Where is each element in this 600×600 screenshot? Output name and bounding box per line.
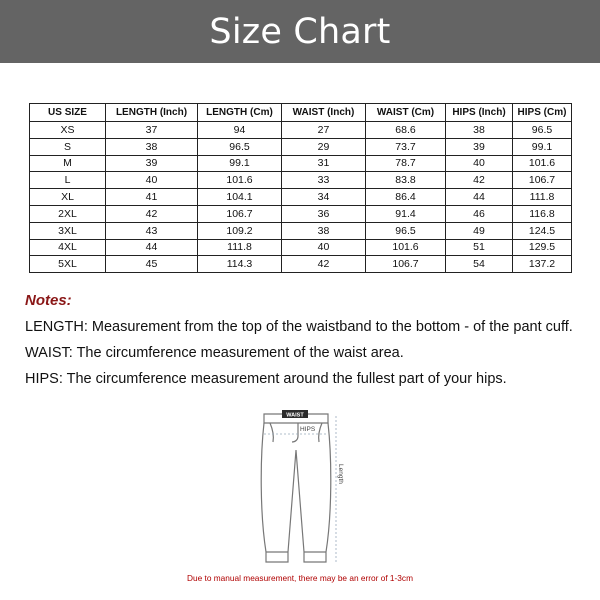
measurement-cell: 101.6 [198,172,282,189]
measurement-cell: 106.7 [366,256,446,273]
table-row [30,222,572,239]
measurement-cell: 111.8 [198,239,282,256]
measurement-cell: 91.4 [366,205,446,222]
table-row [30,205,572,222]
column-header: HIPS (Cm) [513,104,572,122]
measurement-cell: 42 [106,205,198,222]
notes-title: Notes: [25,292,72,309]
waist-label: WAIST [286,412,304,419]
size-cell: L [30,172,106,189]
measurement-cell: 104.1 [198,189,282,206]
measurement-cell: 45 [106,256,198,273]
column-header: LENGTH (Cm) [198,104,282,122]
measurement-cell: 43 [106,222,198,239]
measurement-cell: 31 [282,155,366,172]
header-banner [0,0,600,63]
table-row [30,256,572,273]
measurement-cell: 83.8 [366,172,446,189]
note-length: LENGTH: Measurement from the top of the waistband to the bottom - of the pant cuff. [25,319,573,335]
measurement-cell: 49 [446,222,513,239]
measurement-cell: 46 [446,205,513,222]
measurement-cell: 51 [446,239,513,256]
size-cell: S [30,138,106,155]
size-cell: 5XL [30,256,106,273]
pants-diagram [240,404,358,570]
measurement-cell: 54 [446,256,513,273]
measurement-cell: 124.5 [513,222,572,239]
measurement-cell: 34 [282,189,366,206]
measurement-cell: 40 [106,172,198,189]
measurement-cell: 36 [282,205,366,222]
table-row [30,189,572,206]
length-label: Length [337,464,344,484]
size-cell: XS [30,122,106,139]
measurement-cell: 129.5 [513,239,572,256]
note-hips: HIPS: The circumference measurement around the fullest part of your hips. [25,371,507,387]
measurement-cell: 27 [282,122,366,139]
measurement-cell: 38 [106,138,198,155]
measurement-cell: 78.7 [366,155,446,172]
measurement-cell: 116.8 [513,205,572,222]
measurement-cell: 38 [446,122,513,139]
measurement-cell: 44 [446,189,513,206]
measurement-cell: 44 [106,239,198,256]
column-header: WAIST (Cm) [366,104,446,122]
column-header: WAIST (Inch) [282,104,366,122]
measurement-cell: 38 [282,222,366,239]
column-header: US SIZE [30,104,106,122]
measurement-cell: 41 [106,189,198,206]
table-body [30,122,572,273]
table-header-row [30,104,572,122]
inseam-outline [288,450,304,552]
measurement-cell: 101.6 [366,239,446,256]
hips-label: HIPS [300,426,316,433]
measurement-cell: 94 [198,122,282,139]
measurement-cell: 37 [106,122,198,139]
measurement-cell: 109.2 [198,222,282,239]
table-row [30,122,572,139]
measurement-cell: 68.6 [366,122,446,139]
size-cell: 3XL [30,222,106,239]
measurement-cell: 96.5 [513,122,572,139]
measurement-cell: 96.5 [366,222,446,239]
size-cell: XL [30,189,106,206]
measurement-cell: 96.5 [198,138,282,155]
measurement-cell: 73.7 [366,138,446,155]
size-cell: M [30,155,106,172]
measurement-cell: 111.8 [513,189,572,206]
note-waist: WAIST: The circumference measurement of the waist area. [25,345,404,361]
column-header: HIPS (Inch) [446,104,513,122]
measurement-cell: 42 [446,172,513,189]
measurement-cell: 101.6 [513,155,572,172]
page-title: Size Chart [209,11,391,52]
measurement-cell: 33 [282,172,366,189]
size-cell: 4XL [30,239,106,256]
measurement-cell: 99.1 [198,155,282,172]
measurement-cell: 40 [446,155,513,172]
measurement-cell: 29 [282,138,366,155]
table-row [30,138,572,155]
size-cell: 2XL [30,205,106,222]
measurement-cell: 42 [282,256,366,273]
measurement-cell: 86.4 [366,189,446,206]
table-row [30,239,572,256]
measurement-cell: 106.7 [198,205,282,222]
table-row [30,155,572,172]
measurement-cell: 99.1 [513,138,572,155]
measurement-cell: 39 [106,155,198,172]
measurement-cell: 137.2 [513,256,572,273]
measurement-cell: 114.3 [198,256,282,273]
right-leg-outline [304,423,331,562]
measurement-cell: 39 [446,138,513,155]
size-table [29,103,572,273]
column-header: LENGTH (Inch) [106,104,198,122]
table-row [30,172,572,189]
fly-line [292,423,298,442]
measurement-cell: 106.7 [513,172,572,189]
measurement-disclaimer: Due to manual measurement, there may be an error of 1-3cm [187,573,413,583]
measurement-cell: 40 [282,239,366,256]
left-leg-outline [261,423,288,562]
